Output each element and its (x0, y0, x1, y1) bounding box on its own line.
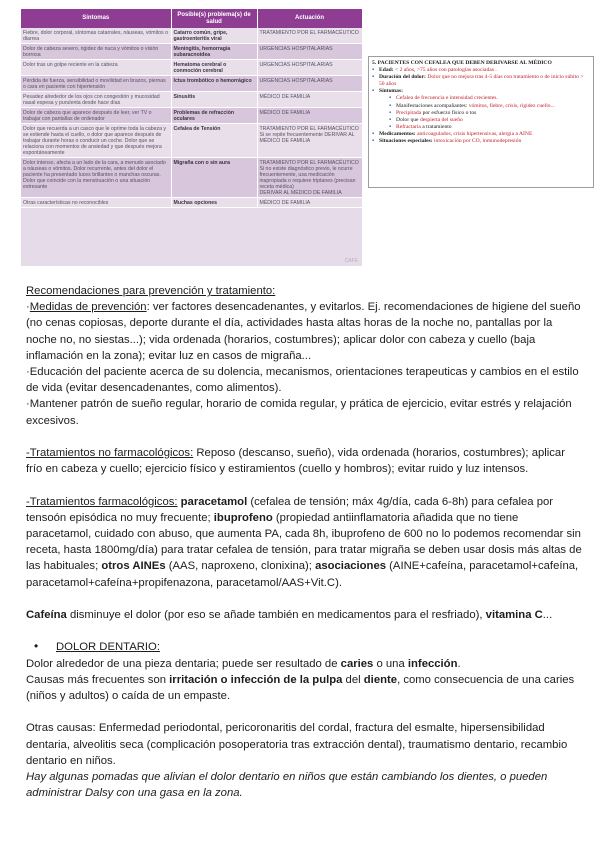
table-row (21, 44, 362, 60)
cell-cause: Hematoma cerebral o conmoción cerebral (171, 60, 257, 76)
cell-symptom: Dolor de cabeza severo, rigidez de nuca y vómitos o visión borrosa (21, 44, 171, 60)
cell-symptom: Otras características no reconocibles (21, 198, 171, 208)
cell-symptom: Dolor tras un golpe reciente en la cabeza (21, 60, 171, 76)
table-row (21, 92, 362, 108)
sleep-paragraph: ·Mantener patrón de sueño regular, horario de comida regular, y prática de ejercicio, evitar estrés y relajación excesivos. (26, 398, 572, 427)
table-watermark: CAFE (344, 258, 358, 264)
cell-action: TRATAMIENTO POR EL FARMACÉUTICO Si se repite frecuentemente DERIVAR AL MÉDICO DE FAMILIA (257, 124, 362, 158)
note-item-edad: ▪ Edad: < 2 años, >75 años con patologías asociadas . (372, 67, 589, 74)
cell-symptom: Dolor de cabeza que aparece después de leer, ver TV o trabajar con pantallas de ordenador (21, 108, 171, 124)
note-item-medicamentos: ▪ Medicamentos: anticoagulados, crisis hipertensivas, alergia a AINE (372, 131, 589, 138)
caffeine-paragraph: Cafeína disminuye el dolor (por eso se añade también en medicamentos para el resfriado), vitamina C... (26, 609, 553, 622)
derivation-note (368, 56, 594, 188)
note-item-especiales: ▪ Situaciones especiales: intoxicación por CO, inmunodepresión (372, 138, 589, 145)
cell-cause: Problemas de refracción oculares (171, 108, 257, 124)
table-header-sintomas: Síntomas (21, 9, 171, 28)
cell-cause: Catarro común, gripe, gastroenteritis viral (171, 28, 257, 44)
cell-action: MÉDICO DE FAMILIA (257, 92, 362, 108)
cell-symptom: Pesadez alrededor de los ojos con congestión y mucosidad nasal espesa y purulenta desde hace días (21, 92, 171, 108)
table-row (21, 28, 362, 44)
note-sintoma: ▪ Dolor que despierta del sueño (389, 117, 589, 124)
cell-action: MÉDICO DE FAMILIA (257, 108, 362, 124)
note-title: 5. PACIENTES CON CEFALEA QUE DEBEN DERIVARSE AL MÉDICO (372, 60, 552, 66)
cell-action: TRATAMIENTO POR EL FARMACÉUTICO Si no existe diagnóstico previo, le ocurre frecuentemente, usa medicación inapropiada o requiere triptanes (precisan receta médica) DERIVAR AL MÉDICO DE FAMILIA (257, 158, 362, 198)
note-sintoma: ▪ Manifestaciones acompañantes: vómitos, fiebre, crisis, rigidez cuello... (389, 103, 589, 110)
cell-cause: Muchas opciones (171, 198, 257, 208)
table-row (21, 158, 362, 198)
cell-cause: Meningitis, hemorragia subaracnoidea (171, 44, 257, 60)
table-header-problemas: Posible(s) problema(s) de salud (171, 9, 257, 28)
table-row (21, 108, 362, 124)
education-paragraph: ·Educación del paciente acerca de su dolencia, mecanismos, orientaciones terapeuticas y cambios en el estilo de vida (evitar desencadenantes, como alimentos). (26, 366, 579, 395)
note-list (372, 67, 589, 145)
symptom-table (21, 9, 362, 208)
note-sintomas-sublist (389, 95, 589, 130)
cell-symptom: Fiebre, dolor corporal, síntomas catarrales, náuseas, vómitos o diarrea (21, 28, 171, 44)
cell-action: URGENCIAS HOSPITALARIAS (257, 76, 362, 92)
cell-action: URGENCIAS HOSPITALARIAS (257, 60, 362, 76)
cell-cause: Sinusitis (171, 92, 257, 108)
note-item-duracion: ▪ Duración del dolor: Dolor que no mejora tras 4-5 días con tratamiento o de inicio súbito > 50 años (372, 74, 589, 88)
dental-heading: • DOLOR DENTARIO: (26, 639, 582, 655)
note-item-sintomas: ▪ Síntomas: ▪ Cefalea de frecuencia e intensidad crecientes. ▪ Manifestaciones acompañantes: vómitos, fiebre, crisis, rigidez cuello... ▪ Precipitada por esfuerzo físico o tos ▪ Dolor que despierta del sueño ▪ Refractaria a tratamiento (372, 88, 589, 131)
dental-definition: Dolor alrededor de una pieza dentaria; puede ser resultado de caries o una infección. (26, 657, 461, 670)
prevention-paragraph: ·Medidas de prevención: ver factores desencadenantes, y evitarlos. Ej. recomendaciones de higiene del sueño (no cenas copiosas, deporte durante el día, actividades hasta altas horas de la noche no, pantallas por la noche no, no siestas...); vida ordenada (horarios, costumbres); aplicar dolor con cabeza y cuello (baja inflamación en la zona); evitar luz en casos de migraña... (26, 301, 581, 362)
document-body (26, 283, 582, 801)
table-row (21, 124, 362, 158)
dental-causes: Causas más frecuentes son irritación o infección de la pulpa del diente, como consecuencia de una caries (niños y adultos) o caída de un empaste. (26, 673, 575, 703)
table-row (21, 76, 362, 92)
note-sintoma: ▪ Refractaria a tratamiento (389, 124, 589, 131)
cell-symptom: Dolor que recuerda a un casco que le oprime toda la cabeza y se extiende hasta el cuello, o dolor que aparece después de trabajar durante horas o conducir un coche. Dolor que se relaciona con momentos de ansiedad y que después mejora espontáneamente (21, 124, 171, 158)
cell-cause: Cefalea de Tensión (171, 124, 257, 158)
table-row (21, 198, 362, 208)
cell-symptom: Pérdida de fuerza, sensibilidad o movilidad en brazos, piernas o cara en paciente con hipertensión (21, 76, 171, 92)
cell-action: MÉDICO DE FAMILIA (257, 198, 362, 208)
note-sintoma: ▪ Precipitada por esfuerzo físico o tos (389, 110, 589, 117)
table-row (21, 60, 362, 76)
rec-heading: Recomendaciones para prevención y tratamiento: (26, 285, 276, 297)
pharma-paragraph: -Tratamientos farmacológicos: paracetamol (cefalea de tensión; máx 4g/día, cada 6-8h) para cefalea por tensoón episódica no muy frecuente; ibuprofeno (propiedad antiinflamatoria añadida que no tiene paracetamol, cuidado con abuso, que aumenta PA, cada 8h, ibuprofeno de 600 no lo podemos recomendar sin receta, hasta 1800mg/día) para tratar cefalea de tensión, para tratar migraña se deben usar dosis más altas de las habituales; otros AINEs (AAS, naproxeno, clonixina); asociaciones (AINE+cafeína, paracetamol+cafeína, paracetamol+cafeína+propifenazona, paracetamol/AAS+Vit.C). (26, 495, 582, 589)
cell-action: URGENCIAS HOSPITALARIAS (257, 44, 362, 60)
non-pharma-paragraph: -Tratamientos no farmacológicos: Reposo (descanso, sueño), vida ordenada (horarios, costumbres); aplicar frío en cabeza y cuello; ejercicio físico y estiramientos (cuello y hombros); evitar ruido y luz intensos. (26, 447, 565, 476)
ointment-paragraph: Hay algunas pomadas que alivian el dolor dentario en niños que están cambiando los dientes, o pueden administrar Dalsy con una gasa en la zona. (26, 771, 548, 800)
cell-cause: Migraña con o sin aura (171, 158, 257, 198)
table-header-actuacion: Actuación (257, 9, 362, 28)
cell-symptom: Dolor intenso, afecta a un lado de la cara, a menudo asociado a náuseas o vómitos. Dolor recurrente, antes del dolor el paciente ha presentado luces brillantes o manchas oscuras. Dolor que coincide con la menstruación o una situación estresante (21, 158, 171, 198)
other-causes-paragraph: Otras causas: Enfermedad periodontal, pericoronaritis del cordal, fractura del esmalte, hipersensibilidad dentaria, alveolitis seca (complicación posoperatoria tras extracción dental), traumatismo dentario, recambio dentario en niños. (26, 722, 568, 767)
cell-cause: Ictus trombótico o hemorrágico (171, 76, 257, 92)
symptom-table-image (21, 9, 362, 266)
cell-action: TRATAMIENTO POR EL FARMACÉUTICO (257, 28, 362, 44)
note-sintoma: ▪ Cefalea de frecuencia e intensidad crecientes. (389, 95, 589, 102)
